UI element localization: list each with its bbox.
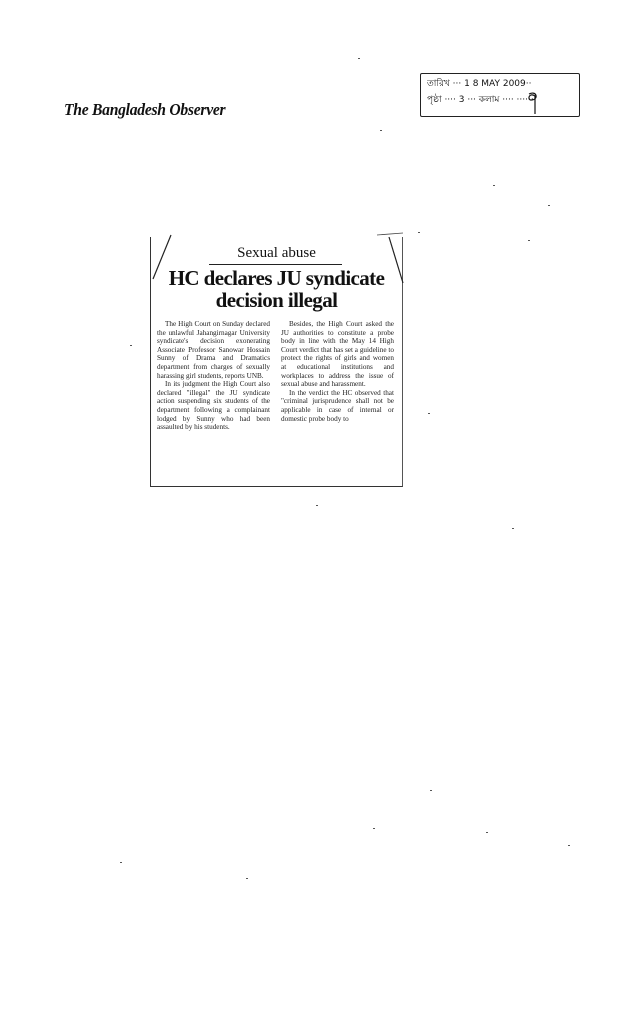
stamp-page-line: পৃষ্ঠা ···· 3 ··· কলাম ···· ······	[427, 95, 534, 105]
newspaper-masthead: The Bangladesh Observer	[64, 100, 226, 119]
paragraph: The High Court on Sunday declared the unlawful Jahangirnagar University syndicate's decision exonerating Associate Professor Sanowar Hossain Sunny of Drama and Dramatics department from charges of sexually harassing girl students, reports UNB.	[157, 320, 270, 380]
signature-mark	[523, 88, 543, 116]
kicker-underline	[209, 264, 342, 265]
paragraph: Besides, the High Court asked the JU authorities to constitute a probe body in line with the May 14 High Court verdict that has set a guideline to protect the rights of girls and women at educational institutions and workplaces to address the issue of sexual abuse and harassment.	[281, 320, 394, 389]
article-kicker: Sexual abuse	[237, 245, 316, 261]
date-stamp	[420, 73, 580, 117]
article-headline: HC declares JU syndicate decision illegal	[168, 266, 385, 312]
newspaper-clipping	[150, 237, 403, 487]
paragraph: In its judgment the High Court also declared "illegal" the JU syndicate action suspending six students of the department following a complainant lodged by Sunny who had been assaulted by his students.	[157, 380, 270, 432]
paragraph: In the verdict the HC observed that "criminal jurisprudence shall not be applicable in case of internal or domestic probe body to	[281, 388, 394, 423]
stamp-date-line: তারিখ ··· 1 8 MAY 2009··	[427, 79, 532, 89]
article-column-2	[281, 320, 394, 423]
article-column-1	[157, 320, 270, 432]
